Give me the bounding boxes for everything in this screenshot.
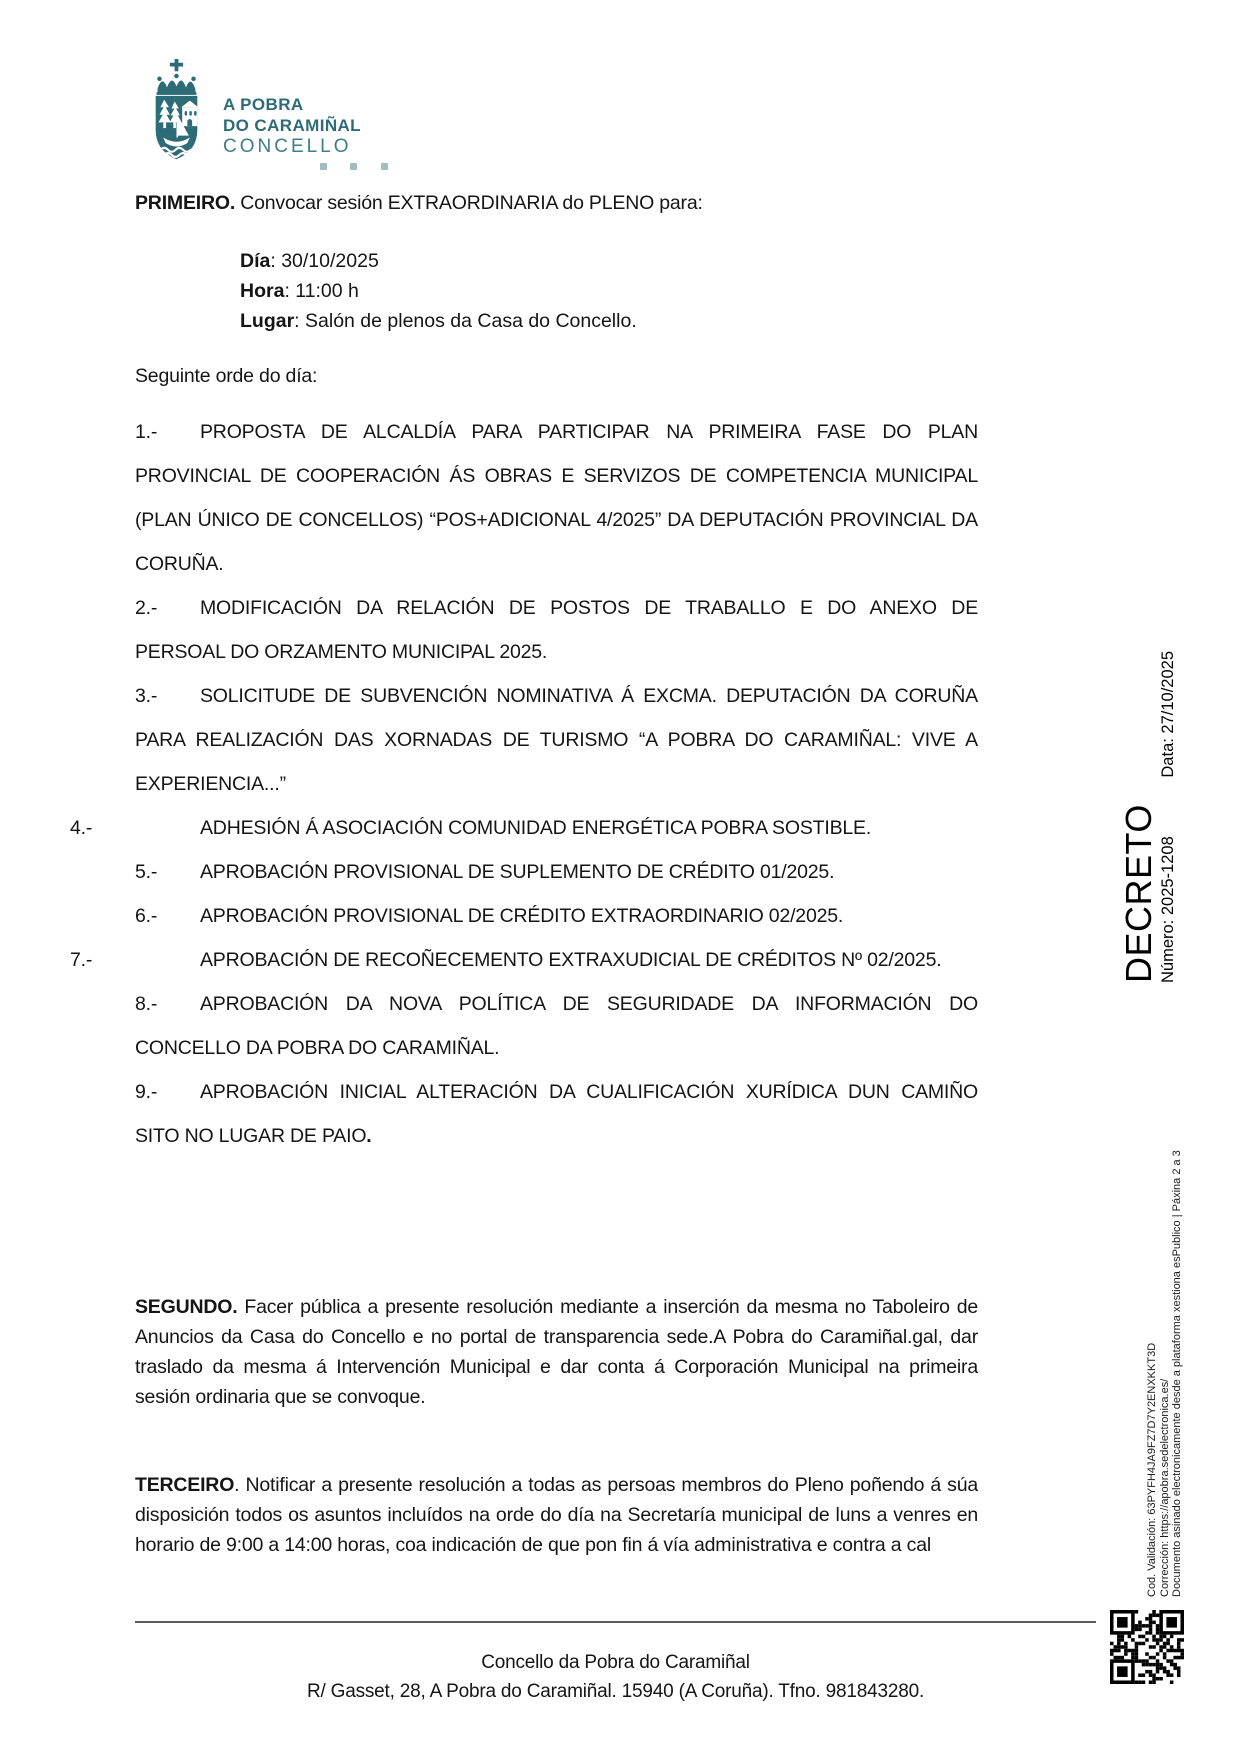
detail-label: Hora: [240, 280, 285, 302]
agenda-list: [70, 410, 978, 1158]
logo-line-2: DO CARAMIÑAL: [223, 116, 361, 135]
agenda-item: [70, 938, 978, 982]
decree-type: DECRETO: [1118, 804, 1159, 983]
detail-row: [240, 306, 637, 336]
agenda-item: [135, 982, 978, 1070]
detail-value: : 30/10/2025: [270, 250, 379, 272]
decree-date: Data: 27/10/2025: [1159, 651, 1177, 778]
qr-code: [1110, 1610, 1184, 1684]
validation-url: Corrección: https://apobra.sedelectronica.es/: [1158, 1378, 1171, 1597]
agenda-item: [135, 894, 978, 938]
logo-flourish-icon: [320, 163, 327, 170]
logo-line-3: CONCELLO: [223, 136, 352, 157]
logo-flourish-icon: [381, 163, 388, 170]
paragraph-lead: SEGUNDO.: [135, 1296, 238, 1318]
agenda-item: [135, 674, 978, 806]
paragraph-primeiro: [135, 190, 978, 216]
agenda-item: [135, 850, 978, 894]
agenda-item-text: APROBACIÓN DA NOVA POLÍTICA DE SEGURIDADE DA INFORMACIÓN DO CONCELLO DA POBRA DO CARAMIÑAL.: [135, 993, 978, 1059]
validation-platform: Documento asinado electronicamente desde a plataforma xestiona esPublico | Páxina 2 a 3: [1171, 1150, 1184, 1597]
agenda-item-bold-tail: .: [366, 1125, 372, 1147]
detail-value: : Salón de plenos da Casa do Concello.: [294, 310, 637, 332]
decree-stamp: [1120, 651, 1178, 983]
agenda-intro: Seguinte orde do día:: [135, 365, 318, 387]
agenda-item: [135, 586, 978, 674]
agenda-item-number: 8.-: [135, 993, 158, 1015]
agenda-item: [135, 410, 978, 586]
agenda-item-number: 2.-: [135, 597, 158, 619]
municipal-logo: [148, 58, 361, 164]
paragraph-text: Convocar sesión EXTRAORDINARIA do PLENO para:: [235, 192, 703, 214]
detail-row: [240, 276, 637, 306]
agenda-item-text: APROBACIÓN DE RECOÑECEMENTO EXTRAXUDICIAL DE CRÉDITOS Nº 02/2025.: [200, 949, 942, 971]
agenda-item: [70, 806, 978, 850]
agenda-item-number: 5.-: [135, 861, 158, 883]
footer-org: Concello da Pobra do Caramiñal: [481, 1652, 750, 1673]
agenda-item-number: 1.-: [135, 421, 158, 443]
agenda-item-number: 7.-: [70, 949, 93, 971]
paragraph-text: . Notificar a presente resolución a todas as persoas membros do Pleno poñendo á súa disposición todos os asuntos incluídos na orde do día na Secretaría municipal de luns a venres en horario de 9:00 a 14:00 horas, coa indicación de que pon fin á vía administrativa e contra a cal: [135, 1474, 978, 1556]
session-details: [240, 246, 637, 336]
detail-label: Día: [240, 250, 271, 272]
validation-code: Cod. Validación: 63PYFH4JA9FZ7D7Y2ENXKKT3D: [1146, 1342, 1158, 1597]
logo-line-1: A POBRA: [223, 95, 304, 114]
agenda-item-text: APROBACIÓN INICIAL ALTERACIÓN DA CUALIFICACIÓN XURÍDICA DUN CAMIÑO SITO NO LUGAR DE PAIO: [135, 1081, 978, 1147]
detail-row: [240, 246, 637, 276]
agenda-item-number: 6.-: [135, 905, 158, 927]
page-footer: [135, 1648, 1096, 1706]
footer-divider: [135, 1621, 1096, 1623]
decree-meta: [1158, 651, 1178, 983]
agenda-item-text: SOLICITUDE DE SUBVENCIÓN NOMINATIVA Á EXCMA. DEPUTACIÓN DA CORUÑA PARA REALIZACIÓN DAS XORNADAS DE TURISMO “A POBRA DO CARAMIÑAL: VIVE A EXPERIENCIA...”: [135, 685, 978, 795]
agenda-item-number: 3.-: [135, 685, 158, 707]
footer-address: R/ Gasset, 28, A Pobra do Caramiñal. 15940 (A Coruña). Tfno. 981843280.: [306, 1681, 925, 1702]
paragraph-terceiro: [135, 1470, 978, 1560]
agenda-item-number: 9.-: [135, 1081, 158, 1103]
logo-flourish-icon: [350, 163, 357, 170]
agenda-item-text: MODIFICACIÓN DA RELACIÓN DE POSTOS DE TRABALLO E DO ANEXO DE PERSOAL DO ORZAMENTO MUNICIPAL 2025.: [135, 597, 978, 663]
decree-number: Número: 2025-1208: [1159, 836, 1177, 983]
agenda-item-text: ADHESIÓN Á ASOCIACIÓN COMUNIDAD ENERGÉTICA POBRA SOSTIBLE.: [200, 817, 872, 839]
validation-edge-text: [1146, 1100, 1184, 1597]
detail-value: : 11:00 h: [284, 280, 359, 302]
agenda-item-number: 4.-: [70, 817, 93, 839]
agenda-item-text: APROBACIÓN PROVISIONAL DE SUPLEMENTO DE CRÉDITO 01/2025.: [200, 861, 835, 883]
paragraph-segundo: [135, 1292, 978, 1412]
paragraph-lead: TERCEIRO: [135, 1474, 235, 1496]
paragraph-text: Facer pública a presente resolución mediante a inserción da mesma no Taboleiro de Anuncios da Casa do Concello e no portal de transparencia sede.A Pobra do Caramiñal.gal, dar traslado da mesma á Intervención Municipal e dar conta á Corporación Municipal na primeira sesión ordinaria que se convoque.: [135, 1296, 978, 1408]
coat-of-arms-icon: [148, 58, 205, 164]
paragraph-lead: PRIMEIRO.: [135, 192, 236, 214]
logo-wordmark: [223, 94, 361, 158]
agenda-item-text: PROPOSTA DE ALCALDÍA PARA PARTICIPAR NA PRIMEIRA FASE DO PLAN PROVINCIAL DE COOPERACIÓN ÁS OBRAS E SERVIZOS DE COMPETENCIA MUNICIPAL (PLAN ÚNICO DE CONCELLOS) “POS+ADICIONAL 4/2025” DA DEPUTACIÓN PROVINCIAL DA CORUÑA.: [135, 421, 978, 575]
agenda-item: [135, 1070, 978, 1158]
agenda-item-text: APROBACIÓN PROVISIONAL DE CRÉDITO EXTRAORDINARIO 02/2025.: [200, 905, 844, 927]
detail-label: Lugar: [240, 310, 295, 332]
